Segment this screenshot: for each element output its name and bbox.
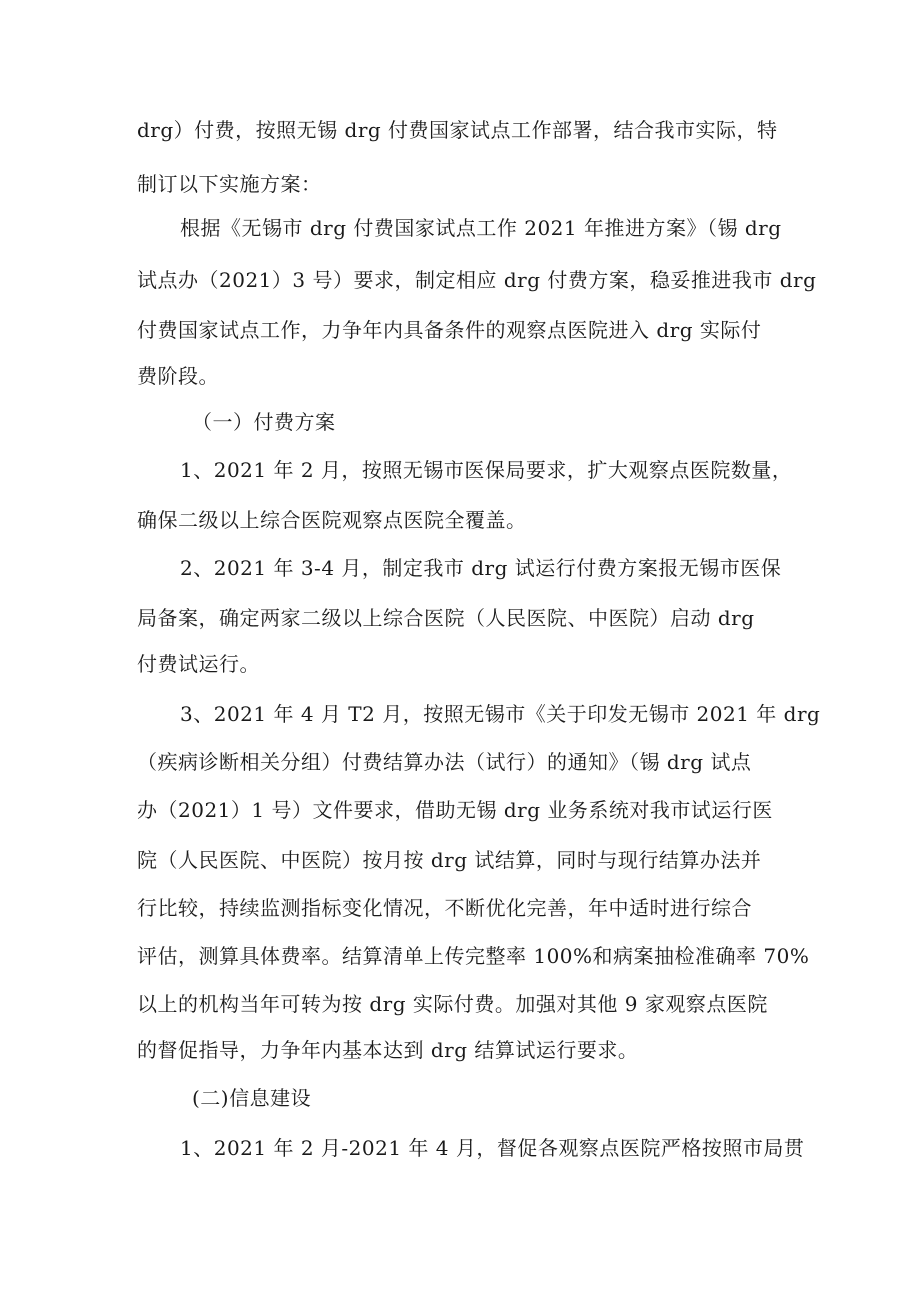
paragraph-line: 制订以下实施方案： [137,172,322,196]
paragraph-line: 院（人民医院、中医院）按月按 drg 试结算，同时与现行结算办法并 [137,848,762,872]
paragraph-line: 付费试运行。 [137,652,260,676]
paragraph-line: 2、2021 年 3-4 月，制定我市 drg 试运行付费方案报无锡市医保 [180,556,782,580]
paragraph-line: 局备案，确定两家二级以上综合医院（人民医院、中医院）启动 drg [137,606,755,630]
section-heading: （一）付费方案 [192,410,336,434]
paragraph-line: 以上的机构当年可转为按 drg 实际付费。加强对其他 9 家观察点医院 [137,992,768,1016]
paragraph-line: 1、2021 年 2 月，按照无锡市医保局要求，扩大观察点医院数量， [180,458,793,482]
paragraph-line: 3、2021 年 4 月 T2 月，按照无锡市《关于印发无锡市 2021 年 drg [180,702,821,726]
paragraph-line: （疾病诊断相关分组）付费结算办法（试行）的通知》（锡 drg 试点 [137,750,752,774]
paragraph-line: 付费国家试点工作，力争年内具备条件的观察点医院进入 drg 实际付 [137,318,762,342]
paragraph-line: drg）付费，按照无锡 drg 付费国家试点工作部署，结合我市实际，特 [137,118,778,142]
section-heading: (二)信息建设 [192,1086,312,1110]
paragraph-line: 根据《无锡市 drg 付费国家试点工作 2021 年推进方案》（锡 drg [180,216,782,240]
paragraph-line: 办（2021）1 号）文件要求，借助无锡 drg 业务系统对我市试运行医 [137,798,773,822]
paragraph-line: 费阶段。 [137,364,219,388]
paragraph-line: 评估，测算具体费率。结算清单上传完整率 100%和病案抽检准确率 70% [137,944,810,968]
paragraph-line: 试点办（2021）3 号）要求，制定相应 drg 付费方案，稳妥推进我市 drg [137,268,817,292]
paragraph-line: 行比较，持续监测指标变化情况，不断优化完善，年中适时进行综合 [137,896,752,920]
paragraph-line: 确保二级以上综合医院观察点医院全覆盖。 [137,508,527,532]
paragraph-line: 的督促指导，力争年内基本达到 drg 结算试运行要求。 [137,1038,639,1062]
paragraph-line: 1、2021 年 2 月-2021 年 4 月，督促各观察点医院严格按照市局贯 [180,1136,805,1160]
